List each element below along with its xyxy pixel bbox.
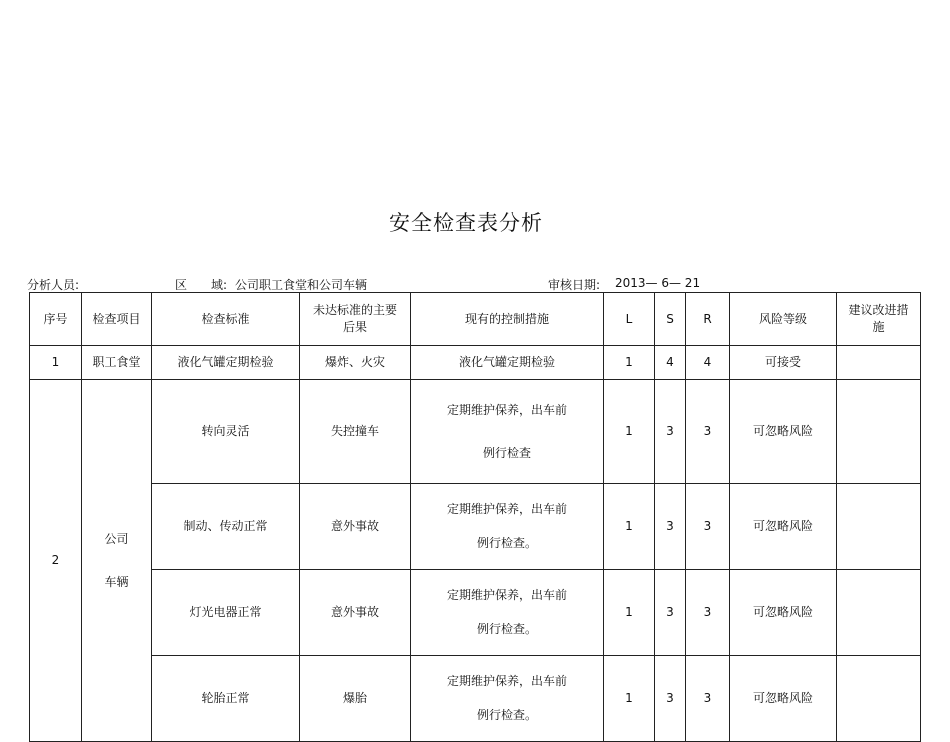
- header-item: 检查项目: [82, 293, 152, 346]
- review-date-value: 2013— 6— 21: [615, 276, 701, 290]
- risk-cell: 可忽略风险: [730, 570, 837, 656]
- consequence-cell: 意外事故: [300, 484, 411, 570]
- measures-line: 例行检查: [482, 446, 531, 460]
- suggest-cell: [837, 484, 921, 570]
- risk-cell: 可接受: [730, 346, 837, 380]
- seq-cell: 1: [30, 346, 82, 380]
- item-cell: 职工食堂: [82, 346, 152, 380]
- standard-cell: 制动、传动正常: [152, 484, 300, 570]
- l-cell: 1: [604, 484, 655, 570]
- document-title: 安全检查表分析: [389, 211, 543, 235]
- suggest-cell: [837, 346, 921, 380]
- consequence-cell: 爆炸、火灾: [300, 346, 411, 380]
- l-cell: 1: [604, 656, 655, 742]
- standard-cell: 轮胎正常: [152, 656, 300, 742]
- header-measures: 现有的控制措施: [411, 293, 604, 346]
- area-label: 区 域:: [175, 278, 228, 292]
- s-cell: 3: [655, 656, 686, 742]
- risk-cell: 可忽略风险: [730, 656, 837, 742]
- consequence-cell: 爆胎: [300, 656, 411, 742]
- suggest-cell: [837, 570, 921, 656]
- risk-cell: 可忽略风险: [730, 380, 837, 484]
- suggest-cell: [837, 380, 921, 484]
- measures-cell: [411, 484, 604, 570]
- risk-cell: 可忽略风险: [730, 484, 837, 570]
- safety-checklist-table: [29, 292, 921, 742]
- measures-line: 定期维护保养，出车前: [446, 588, 567, 602]
- s-cell: 3: [655, 570, 686, 656]
- l-cell: 1: [604, 346, 655, 380]
- item-line: 公司: [104, 532, 129, 546]
- seq-cell: 2: [30, 380, 82, 742]
- r-cell: 3: [686, 570, 730, 656]
- suggest-cell: [837, 656, 921, 742]
- table-row: [30, 570, 921, 656]
- table-row: [30, 484, 921, 570]
- item-cell: [82, 380, 152, 742]
- r-cell: 3: [686, 380, 730, 484]
- measures-cell: [411, 656, 604, 742]
- measures-cell: [411, 570, 604, 656]
- header-r: R: [686, 293, 730, 346]
- area-value: 公司职工食堂和公司车辆: [235, 278, 368, 292]
- table-row: [30, 380, 921, 484]
- header-seq: 序号: [30, 293, 82, 346]
- review-date-label: 审核日期:: [548, 278, 601, 292]
- measures-line: 例行检查。: [476, 708, 537, 722]
- measures-cell: [411, 380, 604, 484]
- measures-line: 定期维护保养，出车前: [446, 502, 567, 516]
- r-cell: 3: [686, 484, 730, 570]
- r-cell: 3: [686, 656, 730, 742]
- s-cell: 4: [655, 346, 686, 380]
- header-s: S: [655, 293, 686, 346]
- standard-cell: 液化气罐定期检验: [152, 346, 300, 380]
- measures-line: 例行检查。: [476, 536, 537, 550]
- r-cell: 4: [686, 346, 730, 380]
- standard-cell: 转向灵活: [152, 380, 300, 484]
- l-cell: 1: [604, 380, 655, 484]
- header-consequence: 未达标准的主要 后果: [300, 293, 411, 346]
- analyst-label: 分析人员:: [27, 278, 80, 292]
- measures-cell: 液化气罐定期检验: [411, 346, 604, 380]
- header-row: [30, 293, 921, 346]
- measures-line: 例行检查。: [476, 622, 537, 636]
- item-line: 车辆: [104, 575, 129, 589]
- header-standard: 检查标准: [152, 293, 300, 346]
- consequence-cell: 意外事故: [300, 570, 411, 656]
- consequence-cell: 失控撞车: [300, 380, 411, 484]
- s-cell: 3: [655, 380, 686, 484]
- s-cell: 3: [655, 484, 686, 570]
- measures-line: 定期维护保养，出车前: [446, 403, 567, 417]
- table-row: [30, 346, 921, 380]
- header-suggest: 建议改进措 施: [837, 293, 921, 346]
- measures-line: 定期维护保养，出车前: [446, 674, 567, 688]
- header-l: L: [604, 293, 655, 346]
- table-row: [30, 656, 921, 742]
- header-risk: 风险等级: [730, 293, 837, 346]
- standard-cell: 灯光电器正常: [152, 570, 300, 656]
- l-cell: 1: [604, 570, 655, 656]
